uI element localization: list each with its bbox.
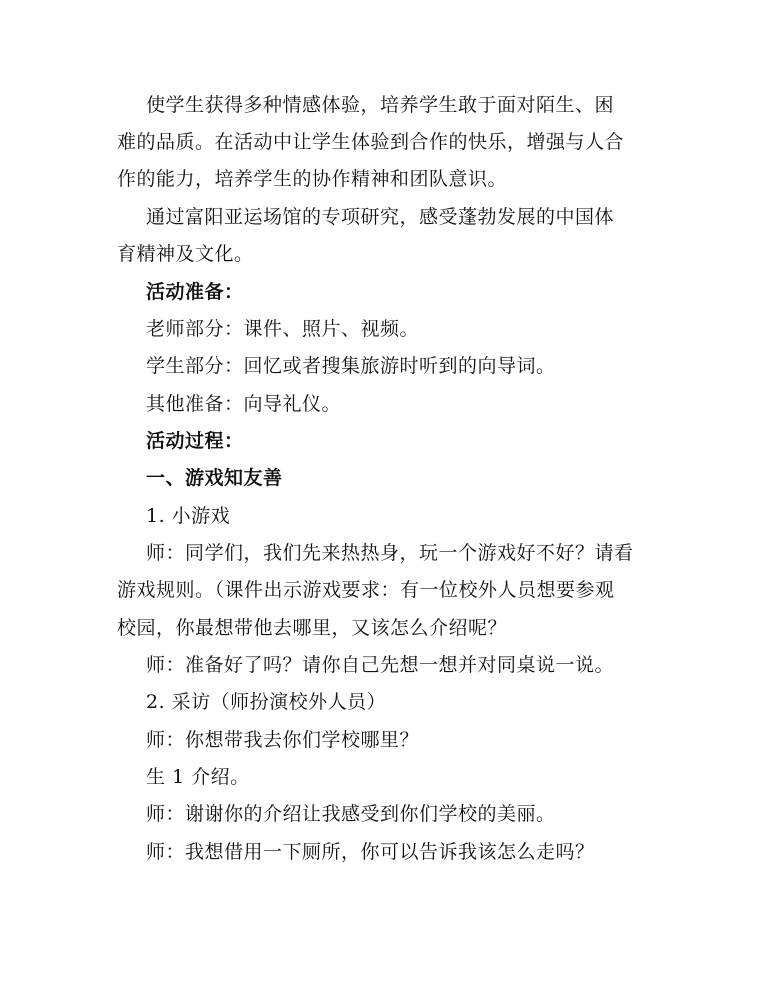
paragraph-line: 其他准备：向导礼仪。 <box>146 393 342 415</box>
paragraph-line: 游戏规则。（课件出示游戏要求：有一位校外人员想要参观 <box>117 579 615 601</box>
paragraph-line: 通过富阳亚运场馆的专项研究，感受蓬勃发展的中国体 <box>146 206 615 228</box>
paragraph-line: 师：你想带我去你们学校哪里？ <box>146 729 420 751</box>
paragraph-line: 难的品质。在活动中让学生体验到合作的快乐，增强与人合 <box>117 131 625 153</box>
section-heading: 活动过程： <box>146 430 244 452</box>
paragraph-line: 校园，你最想带他去哪里，又该怎么介绍呢？ <box>117 617 508 639</box>
paragraph-line: 老师部分：课件、照片、视频。 <box>146 318 420 340</box>
paragraph-line: 使学生获得多种情感体验，培养学生敢于面对陌生、困 <box>146 94 615 116</box>
paragraph-line: 师：准备好了吗？请你自己先想一想并对同桌说一说。 <box>146 654 615 676</box>
paragraph-line: 2. 采访（师扮演校外人员） <box>146 691 387 713</box>
section-heading: 一、游戏知友善 <box>146 467 283 489</box>
paragraph-line: 学生部分：回忆或者搜集旅游时听到的向导词。 <box>146 355 556 377</box>
paragraph-line: 师：谢谢你的介绍让我感受到你们学校的美丽。 <box>146 803 556 825</box>
paragraph-line: 师：我想借用一下厕所，你可以告诉我该怎么走吗？ <box>146 841 595 863</box>
paragraph-line: 作的能力，培养学生的协作精神和团队意识。 <box>117 168 508 190</box>
section-heading: 活动准备： <box>146 281 244 303</box>
paragraph-line: 育精神及文化。 <box>117 243 254 265</box>
paragraph-line: 1. 小游戏 <box>146 505 231 527</box>
paragraph-line: 师：同学们，我们先来热热身，玩一个游戏好不好？请看 <box>146 542 634 564</box>
paragraph-line: 生 1 介绍。 <box>146 766 250 788</box>
